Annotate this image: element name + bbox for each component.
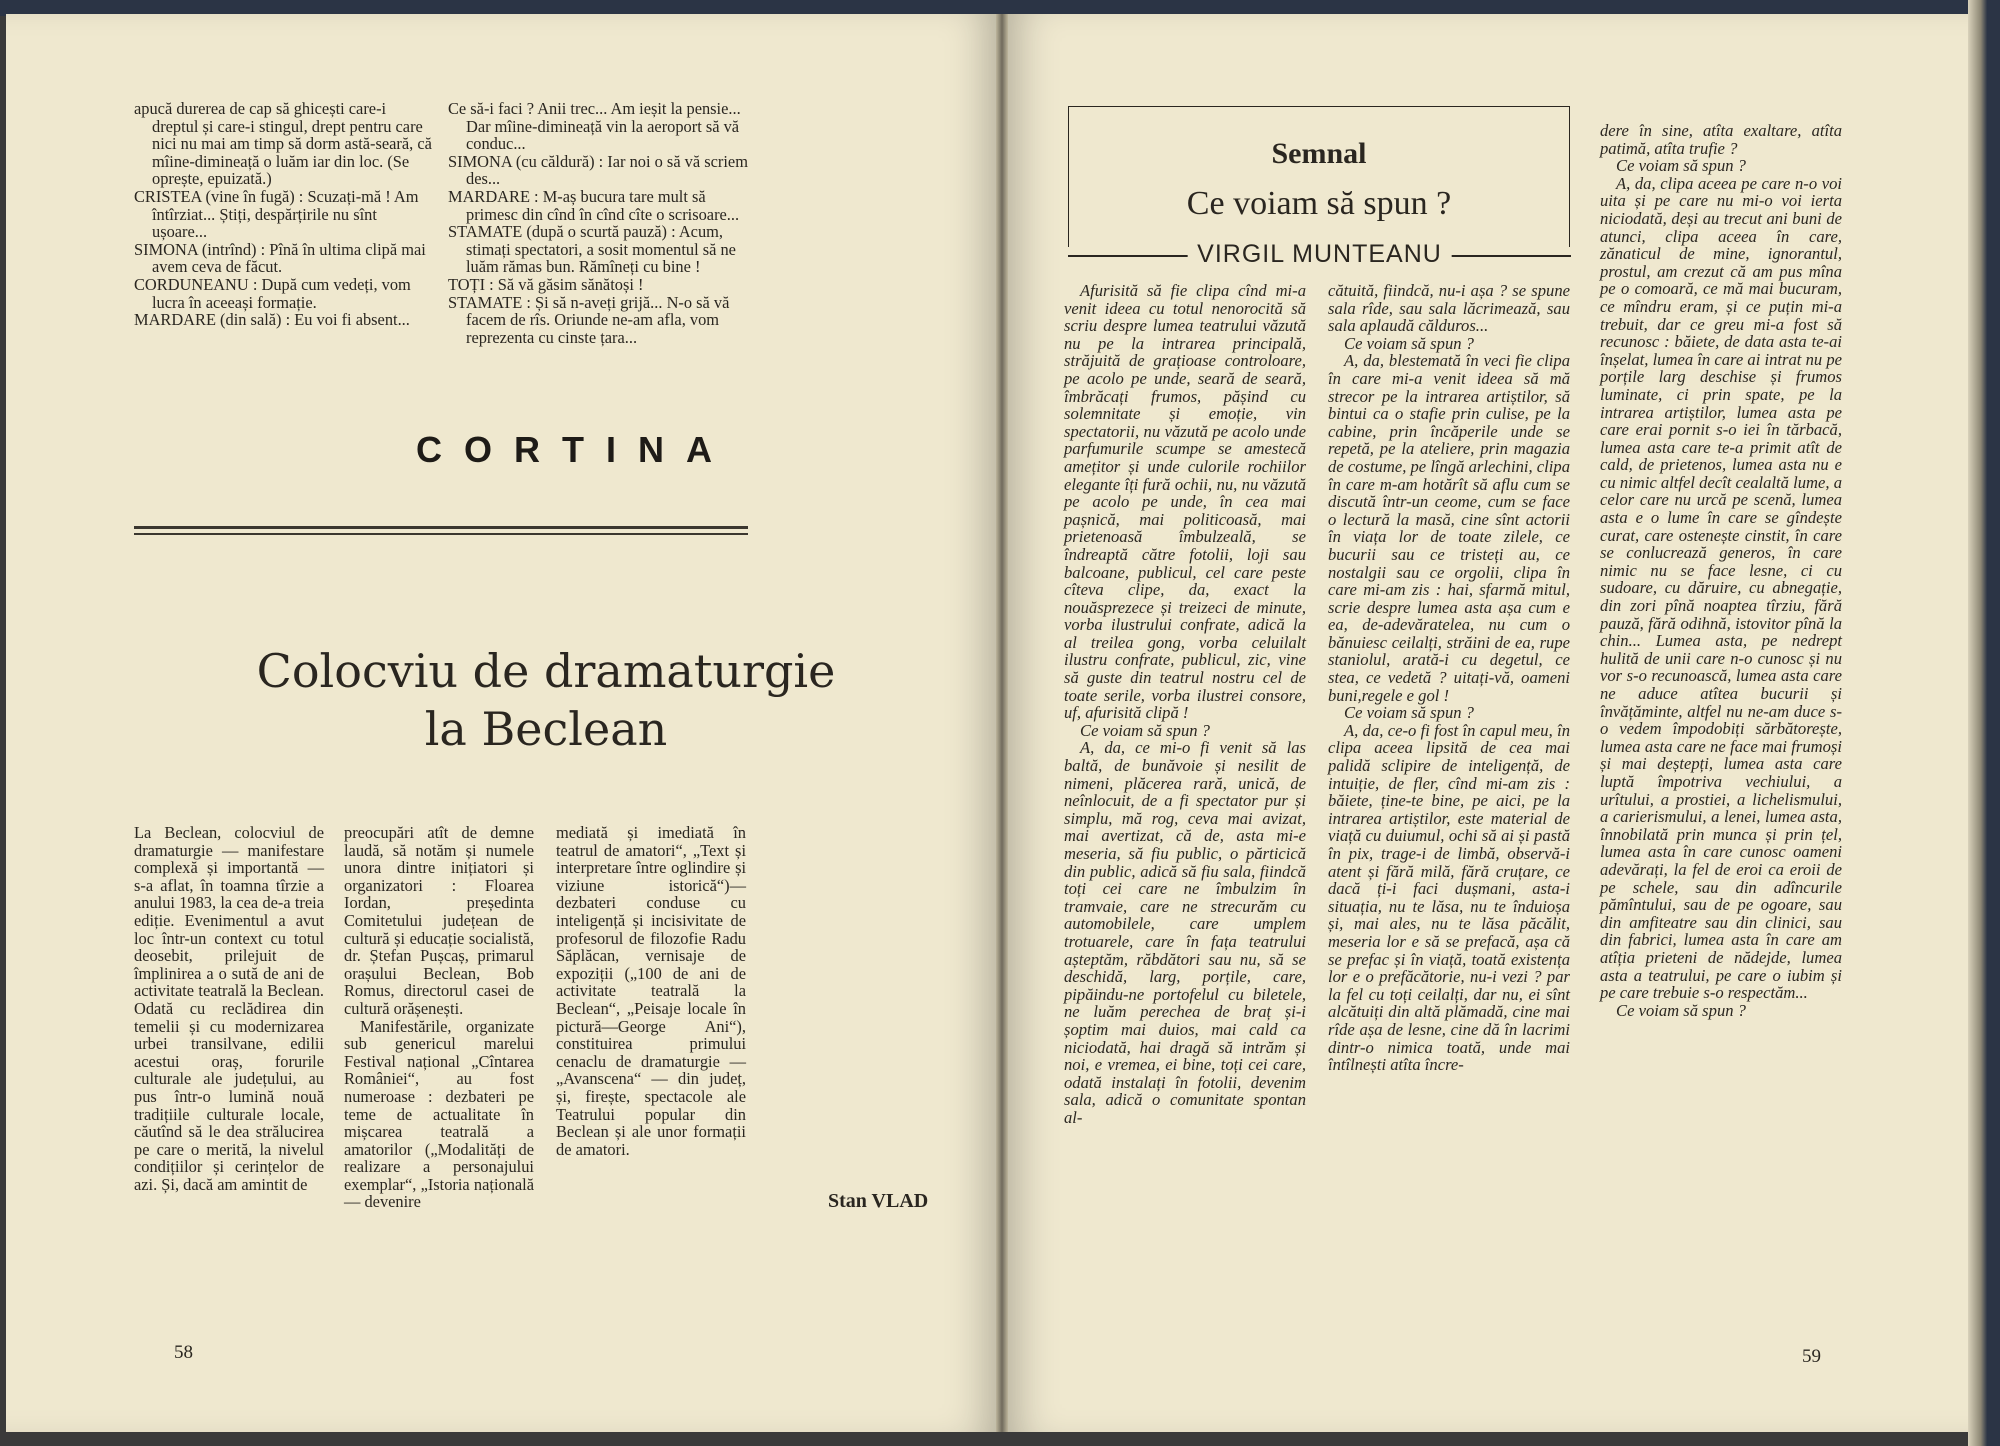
play-line: CRISTEA (vine în fugă) : Scuzați-mă ! Am întîrziat... Știți, despărțirile nu sînt ușoare... — [134, 186, 419, 242]
article-title-line-1: Colocviu de dramaturgie — [256, 644, 836, 698]
article-title — [246, 642, 846, 758]
article-paragraph: mediată și imediată în teatrul de amatori“, „Text și interpretare între oglindire și viziune istorică“)— dezbateri conduse cu inteligență și incisivitate de profesorul de filozofie Radu Săplăcan, vernisaje de expoziții („100 de ani de activitate teatrală la Beclean“, „Peisaje locale în pictură—George Ani“), constituirea primului cenaclu de dramaturgie — „Avanscena“ — din județ, și, firește, spectacole ale Teatrului popular din Beclean și ale unor formații de amatori. — [556, 823, 746, 1159]
divider-thin — [134, 533, 748, 535]
rubric-title: Semnal — [1271, 137, 1367, 170]
essay-refrain: Ce voiam să spun ? — [1344, 333, 1474, 353]
left-page — [6, 14, 996, 1432]
play-column-1 — [134, 100, 434, 329]
essay-refrain: Ce voiam să spun ? — [1616, 1000, 1746, 1020]
essay-column-1 — [1064, 282, 1306, 1127]
essay-column-3 — [1600, 122, 1842, 1019]
play-line: apucă durerea de cap să ghicești care-i dreptul și care-i stingul, drept pentru care nici nu mai am timp să dorm astă-seară, că mîine-dimineață o luăm iar din loc. (Se oprește, epuizată.) — [134, 99, 432, 189]
cortina-heading: CORTINA — [416, 429, 734, 470]
article-title-line-2: la Beclean — [424, 702, 668, 756]
play-line: SIMONA (intrînd) : Pînă în ultima clipă mai avem ceva de făcut. — [134, 239, 426, 277]
essay-refrain: Ce voiam să spun ? — [1344, 703, 1474, 723]
article-column-2 — [344, 824, 534, 1211]
play-line: STAMATE (după o scurtă pauză) : Acum, stimați spectatori, a sosit momentul să ne luăm rămas bun. Rămîneți cu bine ! — [448, 222, 736, 277]
page-number-right: 59 — [1802, 1346, 1821, 1367]
essay-paragraph: A, da, clipa aceea pe care n-o voi uita și pe care nu mi-o voi ierta niciodată, deși au trecut ani buni de atunci, clipa aceea în care, zănaticul de mine, ignorantul, prostul, am crezut că am pus mîna pe o comoară, ce mă mai bucuram, ce mîndru eram, și ce puțin mi-a trebuit, dar ce greu mi-a fost să recunosc : băiete, de data asta te-ai înșelat, lumea în care ai intrat nu pe porțile larg deschise și frumos luminate, ci prin spate, pe la intrarea artiștilor, lumea asta pe care erai pornit s-o iei în tărbacă, lumea asta care te-a primit atît de cald, de prietenos, lumea asta nu e cu nimic altfel decît cealaltă lume, a celor care nu urcă pe scenă, lumea asta e o lume în care se gîndește curat, care ostenește cinstit, în care se conlucrează generos, în care nimic nu se face lesne, ci cu sudoare, cu dăruire, cu abnegație, din zori pînă noaptea tîrziu, fără pauză, fără odihnă, istovitor pînă la chin... Lumea asta, pe nedrept hulită de unii care n-o cunosc și nu vor s-o recunoască, lumea asta care ne aduce atîtea bucurii și învățăminte, altfel nu ne-am duce s-o vedem împodobiți sărbătorește, lumea asta care ne face mai frumoși și mai deștepți, lumea asta care luptă împotriva vechiului, a urîtului, a prostiei, a lichelismului, a carierismului, a lenei, lumea asta, înnobilată prin munca și prin țel, lumea asta în care cunosc oameni adevărați, la fel de eroi ca eroii de pe schele, sau din adîncurile pămîntului, sau de pe ogoare, sau din amfiteatre sau din clinici, sau din fabrici, lumea asta în care am atîția prieteni de nădejde, lumea asta a teatrului, pe care o iubim și pe care trebuie s-o respectăm... — [1600, 173, 1842, 1003]
book-spine — [996, 14, 1008, 1432]
byline-author: VIRGIL MUNTEANU — [1187, 240, 1452, 269]
play-line: STAMATE : Și să n-aveți grijă... N-o să vă facem de rîs. Oriunde ne-am afla, vom reprezenta cu cinste țara... — [448, 292, 730, 347]
article-column-1 — [134, 824, 324, 1193]
play-line: MARDARE : M-aș bucura tare mult să primesc din cînd în cînd cîte o scrisoare... — [448, 186, 740, 224]
byline-row — [1068, 240, 1571, 270]
essay-paragraph: dere în sine, atîta exaltare, atîta patimă, atîta trufie ? — [1600, 121, 1842, 158]
essay-paragraph: A, da, blestemată în veci fie clipa în care mi-a venit ideea să mă strecor pe la intrarea artiștilor, să bintui ca o stafie prin culise, pe la cabine, prin încăperile unde se repetă, pe la ateliere, prin magazia de costume, pe lîngă arlechini, clipa în care m-am hotărît să aflu cum se discută într-un ceome, cum se face o lectură la masă, cine sînt actorii în viața lor de toate zilele, ce bucurii sau ce tristeți au, ce nostalgii sau ce orgolii, clipa în care mi-am zis : hai, sfarmă mitul, scrie despre lumea asta așa cum e ea, de-adevăratelea, nu cum o bănuiesc ceilalți, străini de ea, rupe staniolul, arată-i cu degetul, ce stea, ce vedetă ? uitați-vă, oameni buni,regele e gol ! — [1328, 351, 1570, 705]
author-signature: Stan VLAD — [828, 1190, 929, 1212]
essay-refrain: Ce voiam să spun ? — [1616, 156, 1746, 176]
page-number-left: 58 — [174, 1342, 193, 1363]
article-column-3 — [556, 824, 746, 1158]
essay-title: Ce voiam să spun ? — [1186, 185, 1452, 222]
play-line: Ce să-i faci ? Anii trec... Am ieșit la pensie... Dar mîine-dimineață vin la aeroport să vă conduc... — [448, 99, 741, 154]
binding-right-edge — [1968, 0, 2000, 1446]
essay-refrain: Ce voiam să spun ? — [1080, 720, 1210, 740]
article-paragraph: Manifestările, organizate sub genericul marelui Festival național „Cîntarea României“, au fost numeroase : dezbateri pe teme de actualitate în mișcarea teatrală a amatorilor („Modalități de realizare a personajului exemplar“, „Istoria națională — devenire — [344, 1016, 534, 1212]
essay-paragraph: A, da, ce-o fi fost în capul meu, în clipa aceea lipsită de cea mai palidă sclipire de inteligență, de intuiție, de fler, cînd mi-am zis : băiete, ține-te bine, pe aici, pe la intrarea artiștilor, este material de viață cu duiumul, ochi să ai și pastă în pix, trage-i de limbă, observă-i atent și fără milă, fără cruțare, ce dacă ți-i faci dușmani, asta-i situația, nu te lăsa, nu te înduioșa și, mai ales, nu te lăsa păcălit, meseria lor e să se prefacă, așa că se prefac și în viață, toată existența lor e o prefăcătorie, nu-i vezi ? par la fel cu toți ceilalți, dar nu, ei sînt alcătuiți din altă plămadă, cine mai rîde așa de lesne, cine dă în lacrimi dintr-o nimica toată, unde mai întîlnești atîta încre- — [1328, 720, 1570, 1075]
heading-box — [1068, 106, 1570, 247]
play-column-2 — [448, 100, 748, 346]
essay-paragraph: Afurisită să fie clipa cînd mi-a venit ideea cu totul nenorocită să scriu despre lumea teatrului văzută nu pe la intrarea principală, străjuită de grațioase controloare, pe acolo pe unde, seară de seară, îmbrăcați frumos, pășind cu solemnitate și emoție, vin spectatorii, nu văzută pe acolo unde parfumurile scumpe se amestecă amețitor și unde culorile rochiilor elegante îți fură ochii, nu, nu văzută pe acolo pe unde, în cea mai pașnică, mai politicoasă, mai prietenoasă îmbulzeală, se îndreaptă către fotolii, loji sau balcoane, publicul, cel care peste cîteva clipe, da, exact la nouăsprezece și treizeci de minute, vorba ilustrului confrate, adică la al treilea gong, vorba celuilalt ilustru confrate, publicul, zic, vine să guste din teatrul nostru cel de toate serile, vorba ilustrei consore, uf, afurisită clipă ! — [1064, 281, 1306, 723]
right-page — [1008, 14, 1968, 1432]
article-paragraph: preocupări atît de demne laudă, să notăm și numele unora dintre inițiatori și organizatori : Floarea Iordan, președinta Comitetului județean de cultură și educație socialistă, dr. Ștefan Pușcaș, primarul orașului Beclean, Bob Romus, directorul casei de cultură orășenești. — [344, 823, 534, 1018]
essay-paragraph: A, da, ce mi-o fi venit să las baltă, de bunăvoie și nesilit de nimeni, plăcerea rară, unică, de neînlocuit, de a fi spectator pur și simplu, mă rog, ceva mai avizat, mai avertizat, că de, asta mi-e meseria, să fiu public, o părticică din public, adică să fiu sala, fiindcă toți cei care ne îmbulzim în tramvaie, care ne strecurăm cu automobilele, care umplem trotuarele, care în fața teatrului așteptăm, răbdători sau nu, să se deschidă, larg, porțile, care, pipăindu-ne portofelul cu biletele, ne luăm perechea de braț și-i șoptim mai duios, mai cald ca niciodată, hai dragă să intrăm și noi, e vremea, ei bine, toți cei care, odată instalați în fotolii, devenim sala, adică o comunitate spontan al- — [1064, 738, 1306, 1127]
essay-column-2 — [1328, 282, 1570, 1074]
essay-paragraph: cătuită, fiindcă, nu-i așa ? se spune sala rîde, sau sala lăcrimează, sau sala aplaudă călduros... — [1328, 281, 1570, 336]
divider-thick — [134, 526, 748, 529]
play-line: SIMONA (cu căldură) : Iar noi o să vă scriem des... — [448, 151, 748, 189]
play-line: TOȚI : Să vă găsim sănătoși ! — [448, 274, 644, 294]
play-line: CORDUNEANU : După cum vedeți, vom lucra în aceeași formație. — [134, 274, 411, 312]
article-paragraph: La Beclean, colocviul de dramaturgie — manifestare complexă și importantă — s-a aflat, în toamna tîrzie a anului 1983, la cea de-a treia ediție. Evenimentul a avut loc într-un context cu totul deosebit, prilejuit de împlinirea a o sută de ani de activitate teatrală la Beclean. Odată cu reclădirea din temelii și cu modernizarea urbei transilvane, edilii acestui oraș, forurile culturale ale județului, au pus într-o lumină nouă tradițiile culturale locale, căutînd să le dea strălucirea pe care o merită, la nivelul condițiilor și cerințelor de azi. Și, dacă am amintit de — [134, 823, 324, 1194]
play-line: MARDARE (din sală) : Eu voi fi absent... — [134, 310, 410, 330]
